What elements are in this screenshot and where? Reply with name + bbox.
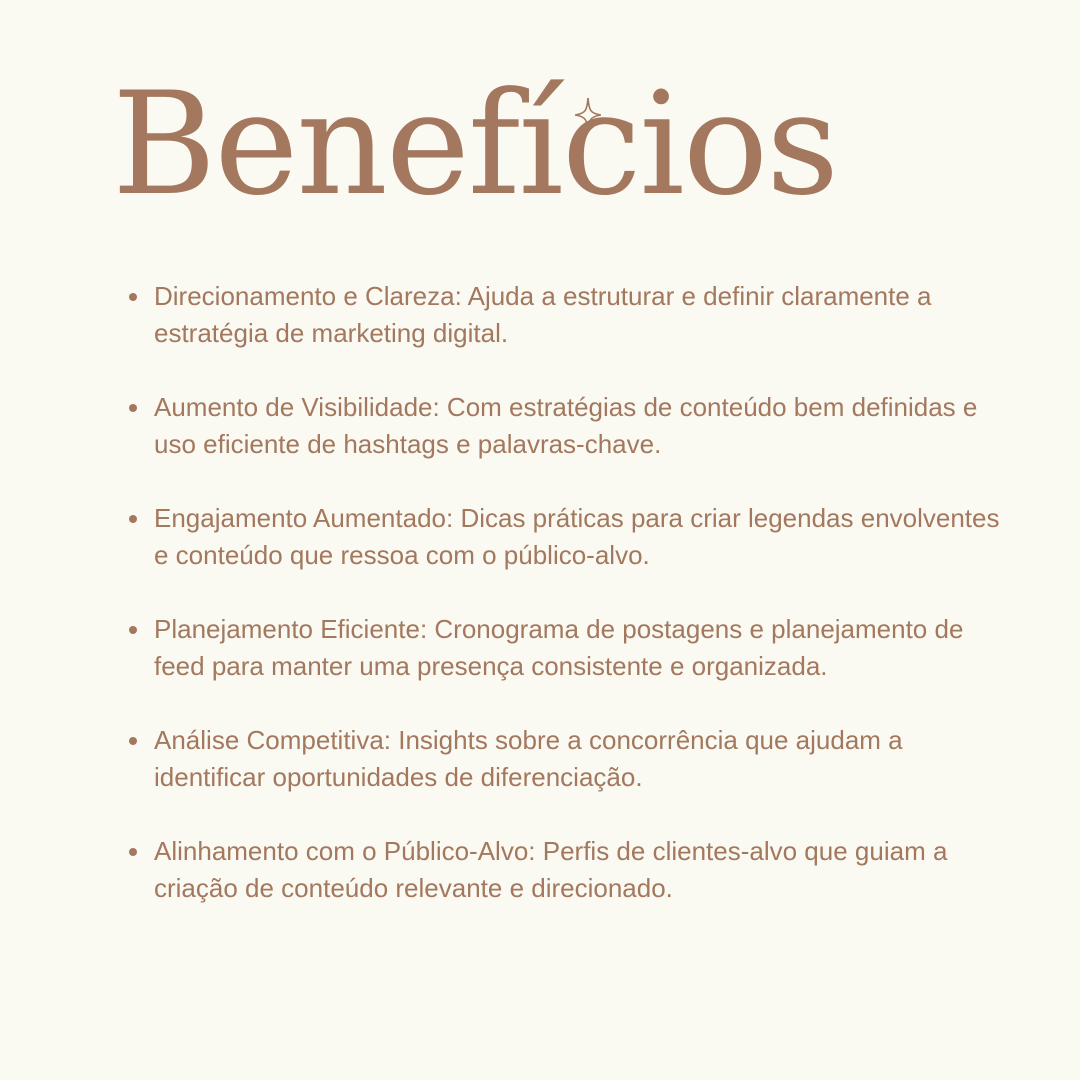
list-item-text: Análise Competitiva: Insights sobre a concorrência que ajudam a identificar oportunidades de diferenciação. [154,725,903,792]
benefits-list [124,278,1004,944]
list-item [124,500,1004,573]
bullet-icon [129,737,137,745]
list-item-text: Planejamento Eficiente: Cronograma de postagens e planejamento de feed para manter uma presença consistente e organizada. [154,614,964,681]
list-item [124,278,1004,351]
bullet-icon [129,293,137,301]
list-item [124,722,1004,795]
bullet-icon [129,404,137,412]
list-item [124,833,1004,906]
list-item-text: Direcionamento e Clareza: Ajuda a estruturar e definir claramente a estratégia de marketing digital. [154,281,932,348]
list-item [124,611,1004,684]
title-block [112,62,838,227]
bullet-icon [129,848,137,856]
list-item-text: Engajamento Aumentado: Dicas práticas para criar legendas envolventes e conteúdo que ressoa com o público-alvo. [154,503,1000,570]
list-item-text: Aumento de Visibilidade: Com estratégias de conteúdo bem definidas e uso eficiente de hashtags e palavras-chave. [154,392,978,459]
sparkle-icon [575,98,601,132]
bullet-icon [129,626,137,634]
page-title: Benefícios [112,62,838,227]
list-item-text: Alinhamento com o Público-Alvo: Perfis de clientes-alvo que guiam a criação de conteúdo relevante e direcionado. [154,836,948,903]
bullet-icon [129,515,137,523]
list-item [124,389,1004,462]
